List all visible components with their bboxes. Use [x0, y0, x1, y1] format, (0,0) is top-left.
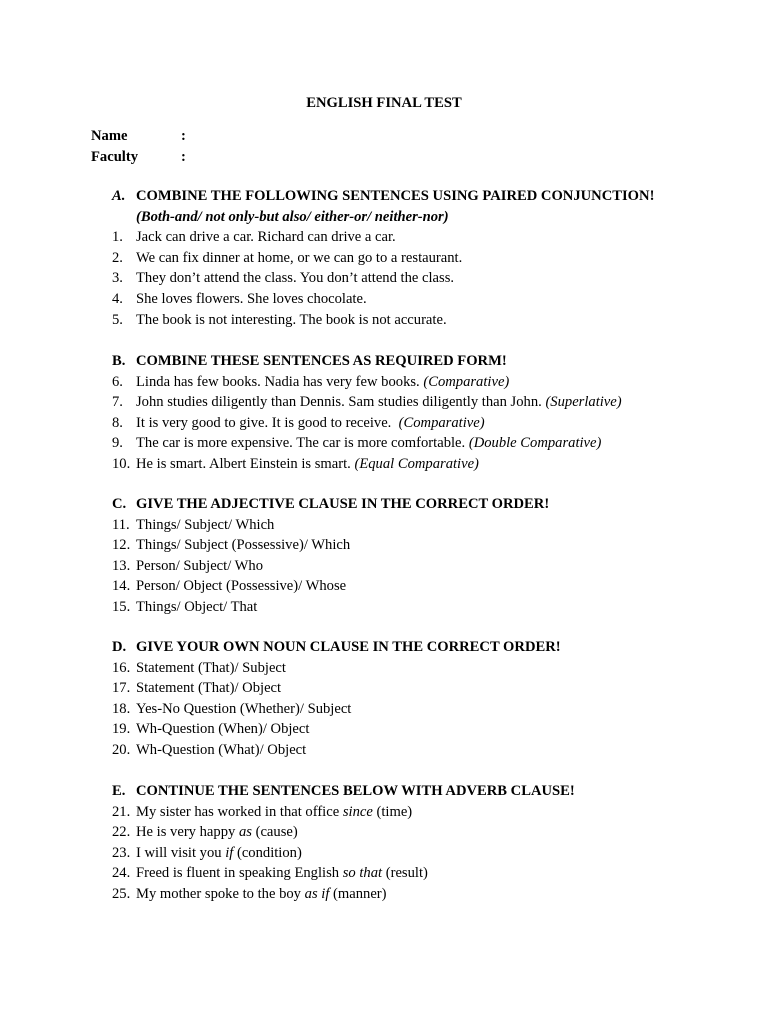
question-conjunction: as: [238, 824, 252, 841]
question-text: Person/ Object (Possessive)/ Whose: [136, 578, 347, 595]
section-heading-text: GIVE YOUR OWN NOUN CLAUSE IN THE CORRECT ORDER!: [136, 639, 561, 655]
section-note-text: (Both-and/ not only-but also/ either-or/ neither-nor): [136, 208, 449, 225]
question-number: 11.: [112, 516, 130, 533]
question-item: [0, 433, 768, 454]
question-conjunction: if: [225, 844, 234, 861]
question-item: [0, 719, 768, 740]
section-heading-text: COMBINE THESE SENTENCES AS REQUIRED FORM!: [136, 353, 507, 369]
question-number: 6.: [112, 373, 123, 390]
question-number: 17.: [112, 680, 131, 697]
question-number: 25.: [112, 885, 131, 902]
question-number: 9.: [112, 435, 123, 452]
question-text: She loves flowers. She loves chocolate.: [136, 290, 367, 307]
question-number: 15.: [112, 598, 131, 615]
section-d: [0, 637, 768, 761]
faculty-label: Faculty: [91, 149, 139, 165]
question-hint: (time): [376, 803, 413, 820]
question-hint: (Double Comparative): [468, 435, 602, 452]
question-number: 19.: [112, 721, 131, 738]
question-item: [0, 699, 768, 720]
question-number: 20.: [112, 741, 131, 758]
question-number: 5.: [112, 311, 123, 328]
question-text: We can fix dinner at home, or we can go to a restaurant.: [136, 249, 463, 266]
section-heading: [0, 637, 768, 658]
question-number: 12.: [112, 537, 131, 554]
question-item: [0, 556, 768, 577]
question-text: Yes-No Question (Whether)/ Subject: [136, 700, 352, 717]
section-heading-text: GIVE THE ADJECTIVE CLAUSE IN THE CORRECT ORDER!: [136, 496, 550, 512]
question-number: 7.: [112, 394, 123, 411]
question-item: [0, 740, 768, 761]
question-number: 23.: [112, 844, 131, 861]
question-hint: (cause): [255, 824, 298, 841]
question-number: 16.: [112, 659, 131, 676]
question-conjunction: since: [342, 803, 373, 820]
question-number: 8.: [112, 414, 123, 431]
section-heading: [0, 781, 768, 802]
question-item: [0, 843, 768, 864]
section-letter: B.: [112, 353, 126, 369]
section-heading: [0, 351, 768, 372]
question-number: 3.: [112, 270, 123, 287]
question-item: [0, 822, 768, 843]
question-hint: (result): [385, 865, 428, 882]
question-text: Statement (That)/ Object: [136, 680, 282, 697]
question-text: He is smart. Albert Einstein is smart.: [136, 455, 351, 472]
section-e: [0, 781, 768, 905]
question-text: My sister has worked in that office: [136, 803, 340, 820]
question-number: 24.: [112, 865, 131, 882]
question-text: The car is more expensive. The car is more comfortable.: [136, 435, 466, 452]
question-number: 10.: [112, 455, 131, 472]
question-item: [0, 515, 768, 536]
question-hint: (condition): [236, 844, 302, 861]
question-text: I will visit you: [136, 844, 222, 861]
section-a: [0, 186, 768, 330]
question-hint: (Comparative): [398, 414, 485, 431]
question-number: 2.: [112, 249, 123, 266]
name-field: [91, 126, 186, 146]
name-colon: :: [181, 128, 186, 144]
question-hint: (Comparative): [423, 373, 510, 390]
question-item: [0, 678, 768, 699]
question-number: 13.: [112, 557, 131, 574]
question-text: It is very good to give. It is good to receive.: [136, 414, 395, 431]
question-text: The book is not interesting. The book is not accurate.: [136, 311, 447, 328]
section-heading: [0, 494, 768, 515]
question-number: 4.: [112, 290, 123, 307]
question-item: [0, 289, 768, 310]
question-item: [0, 576, 768, 597]
question-text: My mother spoke to the boy: [136, 885, 301, 902]
question-text: Linda has few books. Nadia has very few books.: [136, 373, 420, 390]
question-number: 22.: [112, 824, 131, 841]
question-text: Wh-Question (What)/ Object: [136, 741, 307, 758]
question-text: Things/ Subject/ Which: [136, 516, 275, 533]
section-letter: A.: [112, 188, 126, 204]
section-heading: [0, 186, 768, 207]
question-text: Things/ Object/ That: [136, 598, 258, 615]
section-letter: C.: [112, 496, 127, 512]
question-item: [0, 535, 768, 556]
section-heading-text: CONTINUE THE SENTENCES BELOW WITH ADVERB CLAUSE!: [136, 783, 575, 799]
question-item: [0, 413, 768, 434]
name-label: Name: [91, 128, 128, 144]
question-hint: (Equal Comparative): [354, 455, 479, 472]
question-hint: (manner): [333, 885, 387, 902]
faculty-field: [91, 147, 186, 167]
question-item: [0, 658, 768, 679]
question-number: 18.: [112, 700, 131, 717]
section-note: [0, 207, 768, 228]
section-c: [0, 494, 768, 618]
faculty-colon: :: [181, 149, 186, 165]
question-text: Jack can drive a car. Richard can drive a car.: [136, 229, 396, 246]
question-number: 21.: [112, 803, 131, 820]
question-text: Statement (That)/ Subject: [136, 659, 286, 676]
section-b: [0, 351, 768, 475]
page-title: ENGLISH FINAL TEST: [306, 95, 462, 111]
question-item: [0, 310, 768, 331]
question-item: [0, 268, 768, 289]
question-conjunction: as if: [304, 885, 330, 902]
question-text: John studies diligently than Dennis. Sam studies diligently than John.: [136, 394, 542, 411]
question-item: [0, 248, 768, 269]
question-item: [0, 802, 768, 823]
question-item: [0, 863, 768, 884]
question-item: [0, 884, 768, 905]
question-text: He is very happy: [136, 824, 236, 841]
question-text: Things/ Subject (Possessive)/ Which: [136, 537, 351, 554]
question-hint: (Superlative): [545, 394, 622, 411]
question-number: 14.: [112, 578, 131, 595]
question-item: [0, 392, 768, 413]
question-item: [0, 227, 768, 248]
question-item: [0, 372, 768, 393]
section-letter: E.: [112, 783, 126, 799]
question-item: [0, 454, 768, 475]
question-text: They don’t attend the class. You don’t attend the class.: [136, 270, 455, 287]
question-text: Person/ Subject/ Who: [136, 557, 264, 574]
question-number: 1.: [112, 229, 123, 246]
section-heading-text: COMBINE THE FOLLOWING SENTENCES USING PAIRED CONJUNCTION!: [136, 188, 655, 204]
question-item: [0, 597, 768, 618]
question-conjunction: so that: [342, 865, 383, 882]
question-text: Freed is fluent in speaking English: [136, 865, 340, 882]
question-text: Wh-Question (When)/ Object: [136, 721, 310, 738]
section-letter: D.: [112, 639, 127, 655]
